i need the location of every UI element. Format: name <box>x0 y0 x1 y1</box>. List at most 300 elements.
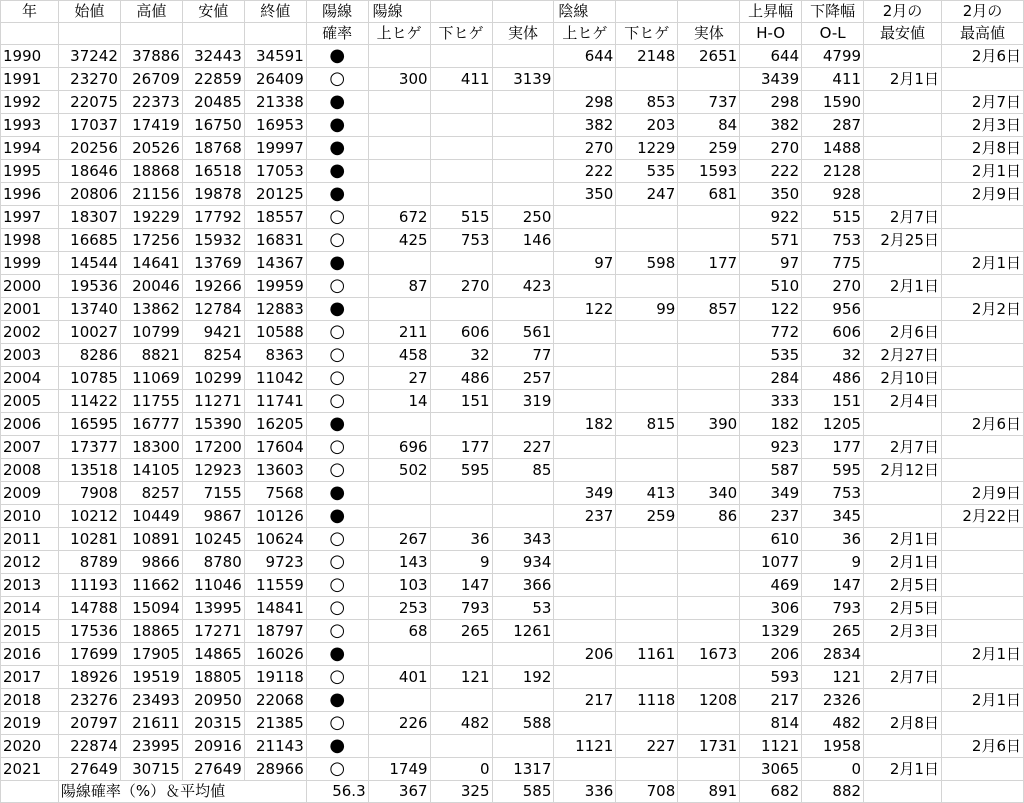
cell-feb-high-date[interactable]: 2月6日 <box>941 45 1023 68</box>
cell-low[interactable]: 7155 <box>182 482 244 505</box>
cell-o-l[interactable]: 482 <box>802 712 864 735</box>
cell-open[interactable]: 17699 <box>58 643 120 666</box>
cell-feb-low-date[interactable]: 2月1日 <box>864 551 942 574</box>
cell-o-l[interactable]: 2128 <box>802 160 864 183</box>
cell-candle-mark[interactable] <box>306 68 368 91</box>
cell-year[interactable]: 1995 <box>1 160 59 183</box>
header-feb-high[interactable]: 2月の <box>941 1 1023 23</box>
cell-bear-upper-wick[interactable] <box>554 321 616 344</box>
cell-h-o[interactable]: 571 <box>740 229 802 252</box>
cell-bull-lower-wick[interactable]: 265 <box>430 620 492 643</box>
cell-year[interactable]: 2009 <box>1 482 59 505</box>
header2-high[interactable] <box>120 23 182 45</box>
cell-low[interactable]: 20916 <box>182 735 244 758</box>
cell-year[interactable]: 2006 <box>1 413 59 436</box>
cell-close[interactable]: 19997 <box>244 137 306 160</box>
cell-high[interactable]: 11755 <box>120 390 182 413</box>
cell-h-o[interactable]: 217 <box>740 689 802 712</box>
cell-year[interactable]: 2021 <box>1 758 59 781</box>
cell-bull-upper-wick[interactable]: 14 <box>368 390 430 413</box>
cell-bull-body[interactable] <box>492 413 554 436</box>
cell-h-o[interactable]: 382 <box>740 114 802 137</box>
cell-candle-mark[interactable] <box>306 758 368 781</box>
cell-close[interactable]: 21385 <box>244 712 306 735</box>
cell-bull-lower-wick[interactable]: 411 <box>430 68 492 91</box>
cell-bull-body[interactable]: 192 <box>492 666 554 689</box>
cell-close[interactable]: 10624 <box>244 528 306 551</box>
cell-feb-low-date[interactable]: 2月1日 <box>864 758 942 781</box>
cell-bull-upper-wick[interactable]: 27 <box>368 367 430 390</box>
cell-candle-mark[interactable] <box>306 689 368 712</box>
cell-candle-mark[interactable] <box>306 160 368 183</box>
cell-bear-body[interactable] <box>678 275 740 298</box>
header-o-l[interactable]: O-L <box>802 23 864 45</box>
cell-open[interactable]: 17037 <box>58 114 120 137</box>
cell-bull-body[interactable] <box>492 643 554 666</box>
cell-feb-high-date[interactable] <box>941 229 1023 252</box>
cell-bull-lower-wick[interactable] <box>430 643 492 666</box>
cell-feb-low-date[interactable] <box>864 643 942 666</box>
cell-h-o[interactable]: 333 <box>740 390 802 413</box>
cell-bull-upper-wick[interactable]: 226 <box>368 712 430 735</box>
cell-candle-mark[interactable] <box>306 390 368 413</box>
cell-bull-upper-wick[interactable]: 696 <box>368 436 430 459</box>
cell-candle-mark[interactable] <box>306 482 368 505</box>
cell-bull-upper-wick[interactable]: 458 <box>368 344 430 367</box>
cell-feb-low-date[interactable]: 2月8日 <box>864 712 942 735</box>
cell-bull-lower-wick[interactable] <box>430 91 492 114</box>
summary-bull-body[interactable]: 585 <box>492 781 554 803</box>
cell-high[interactable]: 23493 <box>120 689 182 712</box>
cell-candle-mark[interactable] <box>306 436 368 459</box>
cell-open[interactable]: 7908 <box>58 482 120 505</box>
header-bullish[interactable]: 陽線 <box>306 1 368 23</box>
cell-year[interactable]: 2014 <box>1 597 59 620</box>
cell-bull-body[interactable] <box>492 183 554 206</box>
cell-open[interactable]: 11193 <box>58 574 120 597</box>
header-low[interactable]: 安値 <box>182 1 244 23</box>
header-bear-upper-wick[interactable]: 上ヒゲ <box>554 23 616 45</box>
cell-o-l[interactable]: 1958 <box>802 735 864 758</box>
cell-candle-mark[interactable] <box>306 620 368 643</box>
cell-bear-upper-wick[interactable] <box>554 436 616 459</box>
cell-high[interactable]: 11069 <box>120 367 182 390</box>
cell-low[interactable]: 12784 <box>182 298 244 321</box>
cell-bear-body[interactable] <box>678 551 740 574</box>
cell-feb-low-date[interactable]: 2月7日 <box>864 666 942 689</box>
cell-o-l[interactable]: 411 <box>802 68 864 91</box>
cell-close[interactable]: 26409 <box>244 68 306 91</box>
cell-bear-body[interactable] <box>678 758 740 781</box>
cell-low[interactable]: 15390 <box>182 413 244 436</box>
cell-bear-lower-wick[interactable]: 853 <box>616 91 678 114</box>
cell-o-l[interactable]: 36 <box>802 528 864 551</box>
cell-h-o[interactable]: 772 <box>740 321 802 344</box>
cell-open[interactable]: 8789 <box>58 551 120 574</box>
cell-low[interactable]: 16750 <box>182 114 244 137</box>
cell-bear-lower-wick[interactable] <box>616 528 678 551</box>
cell-feb-high-date[interactable] <box>941 597 1023 620</box>
cell-open[interactable]: 16595 <box>58 413 120 436</box>
cell-h-o[interactable]: 298 <box>740 91 802 114</box>
cell-low[interactable]: 22859 <box>182 68 244 91</box>
cell-h-o[interactable]: 644 <box>740 45 802 68</box>
cell-o-l[interactable]: 9 <box>802 551 864 574</box>
cell-feb-high-date[interactable]: 2月1日 <box>941 160 1023 183</box>
cell-high[interactable]: 18300 <box>120 436 182 459</box>
cell-bear-upper-wick[interactable]: 237 <box>554 505 616 528</box>
cell-year[interactable]: 2010 <box>1 505 59 528</box>
cell-close[interactable]: 11559 <box>244 574 306 597</box>
cell-year[interactable]: 2012 <box>1 551 59 574</box>
cell-bull-lower-wick[interactable] <box>430 183 492 206</box>
cell-year[interactable]: 2005 <box>1 390 59 413</box>
cell-year[interactable]: 2011 <box>1 528 59 551</box>
cell-bear-body[interactable]: 340 <box>678 482 740 505</box>
header-lowest[interactable]: 最安値 <box>864 23 942 45</box>
cell-close[interactable]: 8363 <box>244 344 306 367</box>
cell-open[interactable]: 14544 <box>58 252 120 275</box>
cell-low[interactable]: 10245 <box>182 528 244 551</box>
cell-low[interactable]: 13769 <box>182 252 244 275</box>
cell-feb-high-date[interactable] <box>941 758 1023 781</box>
cell-o-l[interactable]: 595 <box>802 459 864 482</box>
cell-h-o[interactable]: 270 <box>740 137 802 160</box>
header-bull-upper-wick[interactable]: 上ヒゲ <box>368 23 430 45</box>
summary-rate[interactable]: 56.3 <box>306 781 368 803</box>
cell-bear-upper-wick[interactable] <box>554 620 616 643</box>
cell-close[interactable]: 21338 <box>244 91 306 114</box>
header-bear-lower-wick[interactable]: 下ヒゲ <box>616 23 678 45</box>
cell-bear-lower-wick[interactable] <box>616 68 678 91</box>
cell-h-o[interactable]: 814 <box>740 712 802 735</box>
cell-bear-body[interactable] <box>678 666 740 689</box>
cell-bull-body[interactable]: 423 <box>492 275 554 298</box>
cell-bear-body[interactable] <box>678 321 740 344</box>
cell-bull-upper-wick[interactable] <box>368 735 430 758</box>
cell-o-l[interactable]: 177 <box>802 436 864 459</box>
cell-h-o[interactable]: 1077 <box>740 551 802 574</box>
cell-bull-upper-wick[interactable] <box>368 643 430 666</box>
cell-bull-body[interactable]: 1261 <box>492 620 554 643</box>
cell-o-l[interactable]: 265 <box>802 620 864 643</box>
cell-bear-lower-wick[interactable]: 2148 <box>616 45 678 68</box>
cell-feb-low-date[interactable]: 2月7日 <box>864 206 942 229</box>
cell-open[interactable]: 14788 <box>58 597 120 620</box>
cell-bear-upper-wick[interactable] <box>554 666 616 689</box>
cell-bull-upper-wick[interactable]: 502 <box>368 459 430 482</box>
cell-close[interactable]: 20125 <box>244 183 306 206</box>
cell-bear-lower-wick[interactable]: 99 <box>616 298 678 321</box>
header-rise[interactable]: 上昇幅 <box>740 1 802 23</box>
cell-bear-body[interactable]: 86 <box>678 505 740 528</box>
cell-feb-high-date[interactable] <box>941 459 1023 482</box>
cell-bull-lower-wick[interactable]: 606 <box>430 321 492 344</box>
cell-bear-upper-wick[interactable] <box>554 275 616 298</box>
cell-bear-body[interactable] <box>678 68 740 91</box>
cell-low[interactable]: 10299 <box>182 367 244 390</box>
cell-year[interactable]: 1993 <box>1 114 59 137</box>
cell-bear-body[interactable]: 1593 <box>678 160 740 183</box>
cell-h-o[interactable]: 206 <box>740 643 802 666</box>
cell-open[interactable]: 10785 <box>58 367 120 390</box>
header2-close[interactable] <box>244 23 306 45</box>
cell-bear-upper-wick[interactable]: 182 <box>554 413 616 436</box>
cell-h-o[interactable]: 350 <box>740 183 802 206</box>
cell-bear-lower-wick[interactable] <box>616 758 678 781</box>
cell-year[interactable]: 2008 <box>1 459 59 482</box>
cell-h-o[interactable]: 610 <box>740 528 802 551</box>
cell-o-l[interactable]: 1205 <box>802 413 864 436</box>
cell-bull-lower-wick[interactable] <box>430 114 492 137</box>
cell-bull-lower-wick[interactable]: 793 <box>430 597 492 620</box>
cell-feb-low-date[interactable]: 2月25日 <box>864 229 942 252</box>
cell-candle-mark[interactable] <box>306 252 368 275</box>
cell-low[interactable]: 11046 <box>182 574 244 597</box>
cell-feb-high-date[interactable] <box>941 206 1023 229</box>
cell-bear-lower-wick[interactable] <box>616 275 678 298</box>
cell-year[interactable]: 1994 <box>1 137 59 160</box>
cell-bull-lower-wick[interactable]: 270 <box>430 275 492 298</box>
cell-bear-body[interactable] <box>678 620 740 643</box>
cell-bear-upper-wick[interactable]: 644 <box>554 45 616 68</box>
cell-year[interactable]: 2002 <box>1 321 59 344</box>
cell-bear-body[interactable]: 681 <box>678 183 740 206</box>
cell-o-l[interactable]: 2834 <box>802 643 864 666</box>
cell-o-l[interactable]: 147 <box>802 574 864 597</box>
cell-candle-mark[interactable] <box>306 735 368 758</box>
cell-bear-body[interactable] <box>678 344 740 367</box>
cell-feb-low-date[interactable] <box>864 298 942 321</box>
cell-low[interactable]: 11271 <box>182 390 244 413</box>
cell-bear-body[interactable] <box>678 229 740 252</box>
cell-bull-body[interactable]: 257 <box>492 367 554 390</box>
cell-h-o[interactable]: 3065 <box>740 758 802 781</box>
header-year[interactable]: 年 <box>1 1 59 23</box>
summary-bull-lower[interactable]: 325 <box>430 781 492 803</box>
cell-bear-lower-wick[interactable]: 203 <box>616 114 678 137</box>
cell-bull-body[interactable]: 561 <box>492 321 554 344</box>
header-bear-body[interactable]: 実体 <box>678 23 740 45</box>
cell-open[interactable]: 23270 <box>58 68 120 91</box>
cell-bull-body[interactable]: 588 <box>492 712 554 735</box>
cell-open[interactable]: 10027 <box>58 321 120 344</box>
header-blank-2[interactable] <box>492 1 554 23</box>
cell-candle-mark[interactable] <box>306 597 368 620</box>
cell-bear-lower-wick[interactable]: 227 <box>616 735 678 758</box>
summary-bear-upper[interactable]: 336 <box>554 781 616 803</box>
cell-bear-lower-wick[interactable]: 1161 <box>616 643 678 666</box>
cell-bear-upper-wick[interactable] <box>554 758 616 781</box>
cell-candle-mark[interactable] <box>306 45 368 68</box>
cell-bull-upper-wick[interactable] <box>368 252 430 275</box>
cell-bear-lower-wick[interactable]: 413 <box>616 482 678 505</box>
cell-h-o[interactable]: 97 <box>740 252 802 275</box>
summary-label[interactable]: 陽線確率（%）＆平均値 <box>58 781 306 803</box>
cell-feb-high-date[interactable] <box>941 551 1023 574</box>
cell-bear-upper-wick[interactable]: 298 <box>554 91 616 114</box>
cell-year[interactable]: 2017 <box>1 666 59 689</box>
cell-o-l[interactable]: 515 <box>802 206 864 229</box>
cell-high[interactable]: 11662 <box>120 574 182 597</box>
cell-bear-body[interactable] <box>678 436 740 459</box>
cell-bull-lower-wick[interactable]: 121 <box>430 666 492 689</box>
cell-feb-high-date[interactable] <box>941 666 1023 689</box>
cell-close[interactable]: 28966 <box>244 758 306 781</box>
cell-high[interactable]: 9866 <box>120 551 182 574</box>
cell-open[interactable]: 18646 <box>58 160 120 183</box>
cell-bull-body[interactable] <box>492 482 554 505</box>
cell-close[interactable]: 22068 <box>244 689 306 712</box>
cell-bear-lower-wick[interactable]: 535 <box>616 160 678 183</box>
cell-o-l[interactable]: 32 <box>802 344 864 367</box>
cell-year[interactable]: 1998 <box>1 229 59 252</box>
cell-high[interactable]: 19229 <box>120 206 182 229</box>
cell-bull-body[interactable] <box>492 160 554 183</box>
cell-high[interactable]: 15094 <box>120 597 182 620</box>
cell-bull-lower-wick[interactable] <box>430 689 492 712</box>
cell-candle-mark[interactable] <box>306 643 368 666</box>
cell-bear-body[interactable]: 84 <box>678 114 740 137</box>
cell-open[interactable]: 10281 <box>58 528 120 551</box>
cell-h-o[interactable]: 510 <box>740 275 802 298</box>
cell-bear-lower-wick[interactable] <box>616 344 678 367</box>
cell-high[interactable]: 8257 <box>120 482 182 505</box>
cell-high[interactable]: 10799 <box>120 321 182 344</box>
header-blank-1[interactable] <box>430 1 492 23</box>
cell-o-l[interactable]: 151 <box>802 390 864 413</box>
cell-high[interactable]: 21611 <box>120 712 182 735</box>
cell-feb-high-date[interactable]: 2月3日 <box>941 114 1023 137</box>
cell-candle-mark[interactable] <box>306 298 368 321</box>
cell-bull-upper-wick[interactable] <box>368 91 430 114</box>
cell-close[interactable]: 9723 <box>244 551 306 574</box>
cell-feb-low-date[interactable]: 2月4日 <box>864 390 942 413</box>
cell-high[interactable]: 19519 <box>120 666 182 689</box>
cell-bear-lower-wick[interactable] <box>616 620 678 643</box>
cell-bear-upper-wick[interactable]: 222 <box>554 160 616 183</box>
cell-close[interactable]: 12883 <box>244 298 306 321</box>
summary-bear-body[interactable]: 891 <box>678 781 740 803</box>
cell-low[interactable]: 18805 <box>182 666 244 689</box>
cell-feb-low-date[interactable] <box>864 160 942 183</box>
cell-candle-mark[interactable] <box>306 91 368 114</box>
cell-bull-lower-wick[interactable]: 482 <box>430 712 492 735</box>
cell-o-l[interactable]: 606 <box>802 321 864 344</box>
cell-high[interactable]: 22373 <box>120 91 182 114</box>
cell-bull-lower-wick[interactable] <box>430 298 492 321</box>
cell-bear-body[interactable] <box>678 574 740 597</box>
cell-bear-lower-wick[interactable]: 259 <box>616 505 678 528</box>
cell-year[interactable]: 1990 <box>1 45 59 68</box>
cell-candle-mark[interactable] <box>306 367 368 390</box>
cell-bear-lower-wick[interactable] <box>616 229 678 252</box>
cell-feb-high-date[interactable]: 2月2日 <box>941 298 1023 321</box>
cell-high[interactable]: 13862 <box>120 298 182 321</box>
cell-bull-lower-wick[interactable]: 0 <box>430 758 492 781</box>
summary-blank[interactable] <box>1 781 59 803</box>
cell-h-o[interactable]: 3439 <box>740 68 802 91</box>
cell-low[interactable]: 9867 <box>182 505 244 528</box>
cell-bear-lower-wick[interactable] <box>616 666 678 689</box>
header-high[interactable]: 高値 <box>120 1 182 23</box>
cell-year[interactable]: 2020 <box>1 735 59 758</box>
cell-bull-lower-wick[interactable] <box>430 482 492 505</box>
cell-open[interactable]: 20806 <box>58 183 120 206</box>
cell-low[interactable]: 12923 <box>182 459 244 482</box>
cell-feb-low-date[interactable]: 2月5日 <box>864 574 942 597</box>
cell-year[interactable]: 2004 <box>1 367 59 390</box>
cell-candle-mark[interactable] <box>306 666 368 689</box>
cell-close[interactable]: 7568 <box>244 482 306 505</box>
cell-bear-body[interactable] <box>678 597 740 620</box>
cell-bear-body[interactable]: 1673 <box>678 643 740 666</box>
cell-bull-lower-wick[interactable]: 753 <box>430 229 492 252</box>
cell-bear-upper-wick[interactable]: 1121 <box>554 735 616 758</box>
cell-bear-upper-wick[interactable] <box>554 551 616 574</box>
cell-feb-high-date[interactable]: 2月6日 <box>941 413 1023 436</box>
cell-year[interactable]: 2016 <box>1 643 59 666</box>
cell-bear-lower-wick[interactable] <box>616 390 678 413</box>
cell-o-l[interactable]: 928 <box>802 183 864 206</box>
cell-high[interactable]: 20046 <box>120 275 182 298</box>
cell-open[interactable]: 17377 <box>58 436 120 459</box>
header-bull-body[interactable]: 実体 <box>492 23 554 45</box>
cell-o-l[interactable]: 775 <box>802 252 864 275</box>
cell-candle-mark[interactable] <box>306 275 368 298</box>
cell-h-o[interactable]: 923 <box>740 436 802 459</box>
cell-bear-lower-wick[interactable]: 598 <box>616 252 678 275</box>
cell-year[interactable]: 2001 <box>1 298 59 321</box>
header2-year[interactable] <box>1 23 59 45</box>
cell-high[interactable]: 23995 <box>120 735 182 758</box>
cell-bull-body[interactable] <box>492 137 554 160</box>
cell-bear-body[interactable]: 857 <box>678 298 740 321</box>
cell-feb-low-date[interactable]: 2月5日 <box>864 597 942 620</box>
cell-high[interactable]: 17905 <box>120 643 182 666</box>
cell-bull-body[interactable] <box>492 298 554 321</box>
cell-bear-lower-wick[interactable] <box>616 574 678 597</box>
cell-open[interactable]: 20797 <box>58 712 120 735</box>
cell-open[interactable]: 16685 <box>58 229 120 252</box>
cell-bull-lower-wick[interactable] <box>430 252 492 275</box>
cell-feb-high-date[interactable] <box>941 620 1023 643</box>
cell-feb-high-date[interactable]: 2月9日 <box>941 183 1023 206</box>
cell-bear-upper-wick[interactable] <box>554 528 616 551</box>
cell-bull-upper-wick[interactable]: 672 <box>368 206 430 229</box>
header-bearish-group[interactable]: 陰線 <box>554 1 616 23</box>
cell-o-l[interactable]: 121 <box>802 666 864 689</box>
cell-feb-low-date[interactable]: 2月10日 <box>864 367 942 390</box>
cell-close[interactable]: 18557 <box>244 206 306 229</box>
cell-low[interactable]: 20950 <box>182 689 244 712</box>
summary-o-l[interactable]: 882 <box>802 781 864 803</box>
cell-bear-upper-wick[interactable]: 206 <box>554 643 616 666</box>
cell-feb-low-date[interactable] <box>864 482 942 505</box>
cell-bear-upper-wick[interactable]: 270 <box>554 137 616 160</box>
cell-feb-high-date[interactable] <box>941 390 1023 413</box>
cell-open[interactable]: 13518 <box>58 459 120 482</box>
cell-feb-high-date[interactable]: 2月1日 <box>941 643 1023 666</box>
cell-bear-body[interactable]: 1731 <box>678 735 740 758</box>
cell-bear-upper-wick[interactable] <box>554 229 616 252</box>
header-h-o[interactable]: H-O <box>740 23 802 45</box>
cell-bull-lower-wick[interactable] <box>430 413 492 436</box>
header-bull-lower-wick[interactable]: 下ヒゲ <box>430 23 492 45</box>
cell-low[interactable]: 18768 <box>182 137 244 160</box>
cell-feb-high-date[interactable]: 2月6日 <box>941 735 1023 758</box>
cell-low[interactable]: 8254 <box>182 344 244 367</box>
